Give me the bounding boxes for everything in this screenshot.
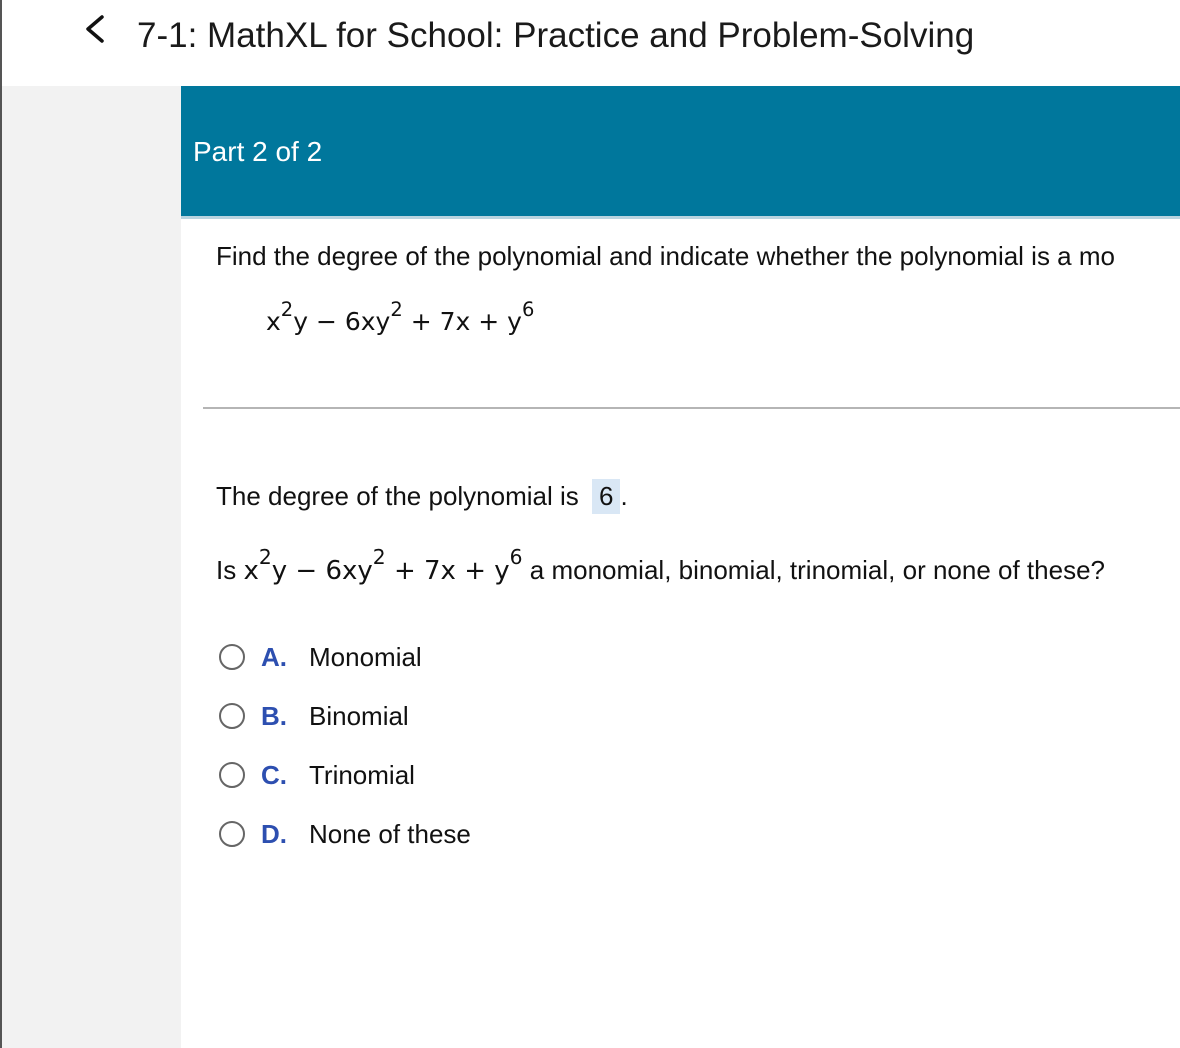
choice-label[interactable]: Monomial [309, 642, 422, 672]
choice-letter: D. [261, 819, 287, 849]
expr-exponent: 6 [509, 545, 523, 570]
expr-term: y [293, 307, 309, 336]
expr-term: − 6xy [308, 307, 391, 336]
expr-term: + 7x + y [385, 556, 510, 586]
expr-term: + 7x + y [402, 307, 522, 336]
expr-exponent: 2 [280, 297, 294, 321]
expr-exponent: 2 [390, 297, 403, 321]
degree-statement [216, 479, 628, 514]
radio-button[interactable] [219, 821, 245, 847]
question-prefix: Is [216, 555, 237, 585]
part-label: Part 2 of 2 [193, 136, 323, 167]
page-title: 7-1: MathXL for School: Practice and Problem-Solving [137, 16, 975, 55]
choice-label[interactable]: None of these [309, 819, 471, 849]
radio-button[interactable] [219, 703, 245, 729]
choice-d[interactable] [219, 819, 471, 878]
part-banner [181, 86, 1180, 216]
radio-button[interactable] [219, 644, 245, 670]
choice-letter: C. [261, 760, 287, 790]
choice-b[interactable] [219, 701, 471, 760]
expr-term: − 6xy [287, 556, 373, 586]
choice-label[interactable]: Trinomial [309, 760, 415, 790]
choice-list [219, 642, 471, 878]
section-divider [203, 407, 1180, 409]
back-chevron-icon[interactable] [80, 14, 110, 44]
degree-suffix: . [620, 481, 628, 511]
expr-exponent: 2 [258, 545, 272, 570]
expr-exponent: 6 [521, 297, 535, 321]
question-suffix: a monomial, binomial, trinomial, or none of these? [529, 555, 1105, 585]
degree-answer-box[interactable]: 6 [592, 479, 620, 514]
top-bar [0, 0, 1180, 86]
choice-letter: B. [261, 701, 287, 731]
choice-a[interactable] [219, 642, 471, 701]
inline-polynomial [243, 545, 523, 586]
choice-label[interactable]: Binomial [309, 701, 409, 731]
instruction-text: Find the degree of the polynomial and indicate whether the polynomial is a mo [216, 241, 1115, 271]
expr-exponent: 2 [372, 545, 386, 570]
question-panel [181, 219, 1180, 1048]
expr-term: y [271, 556, 288, 586]
polynomial-expression [266, 297, 535, 336]
left-gutter [2, 86, 181, 1048]
expr-term: x [243, 556, 259, 586]
degree-prefix: The degree of the polynomial is [216, 481, 579, 511]
expr-term: x [266, 307, 281, 336]
choice-letter: A. [261, 642, 287, 672]
radio-button[interactable] [219, 762, 245, 788]
choice-c[interactable] [219, 760, 471, 819]
classification-question [216, 545, 1105, 586]
